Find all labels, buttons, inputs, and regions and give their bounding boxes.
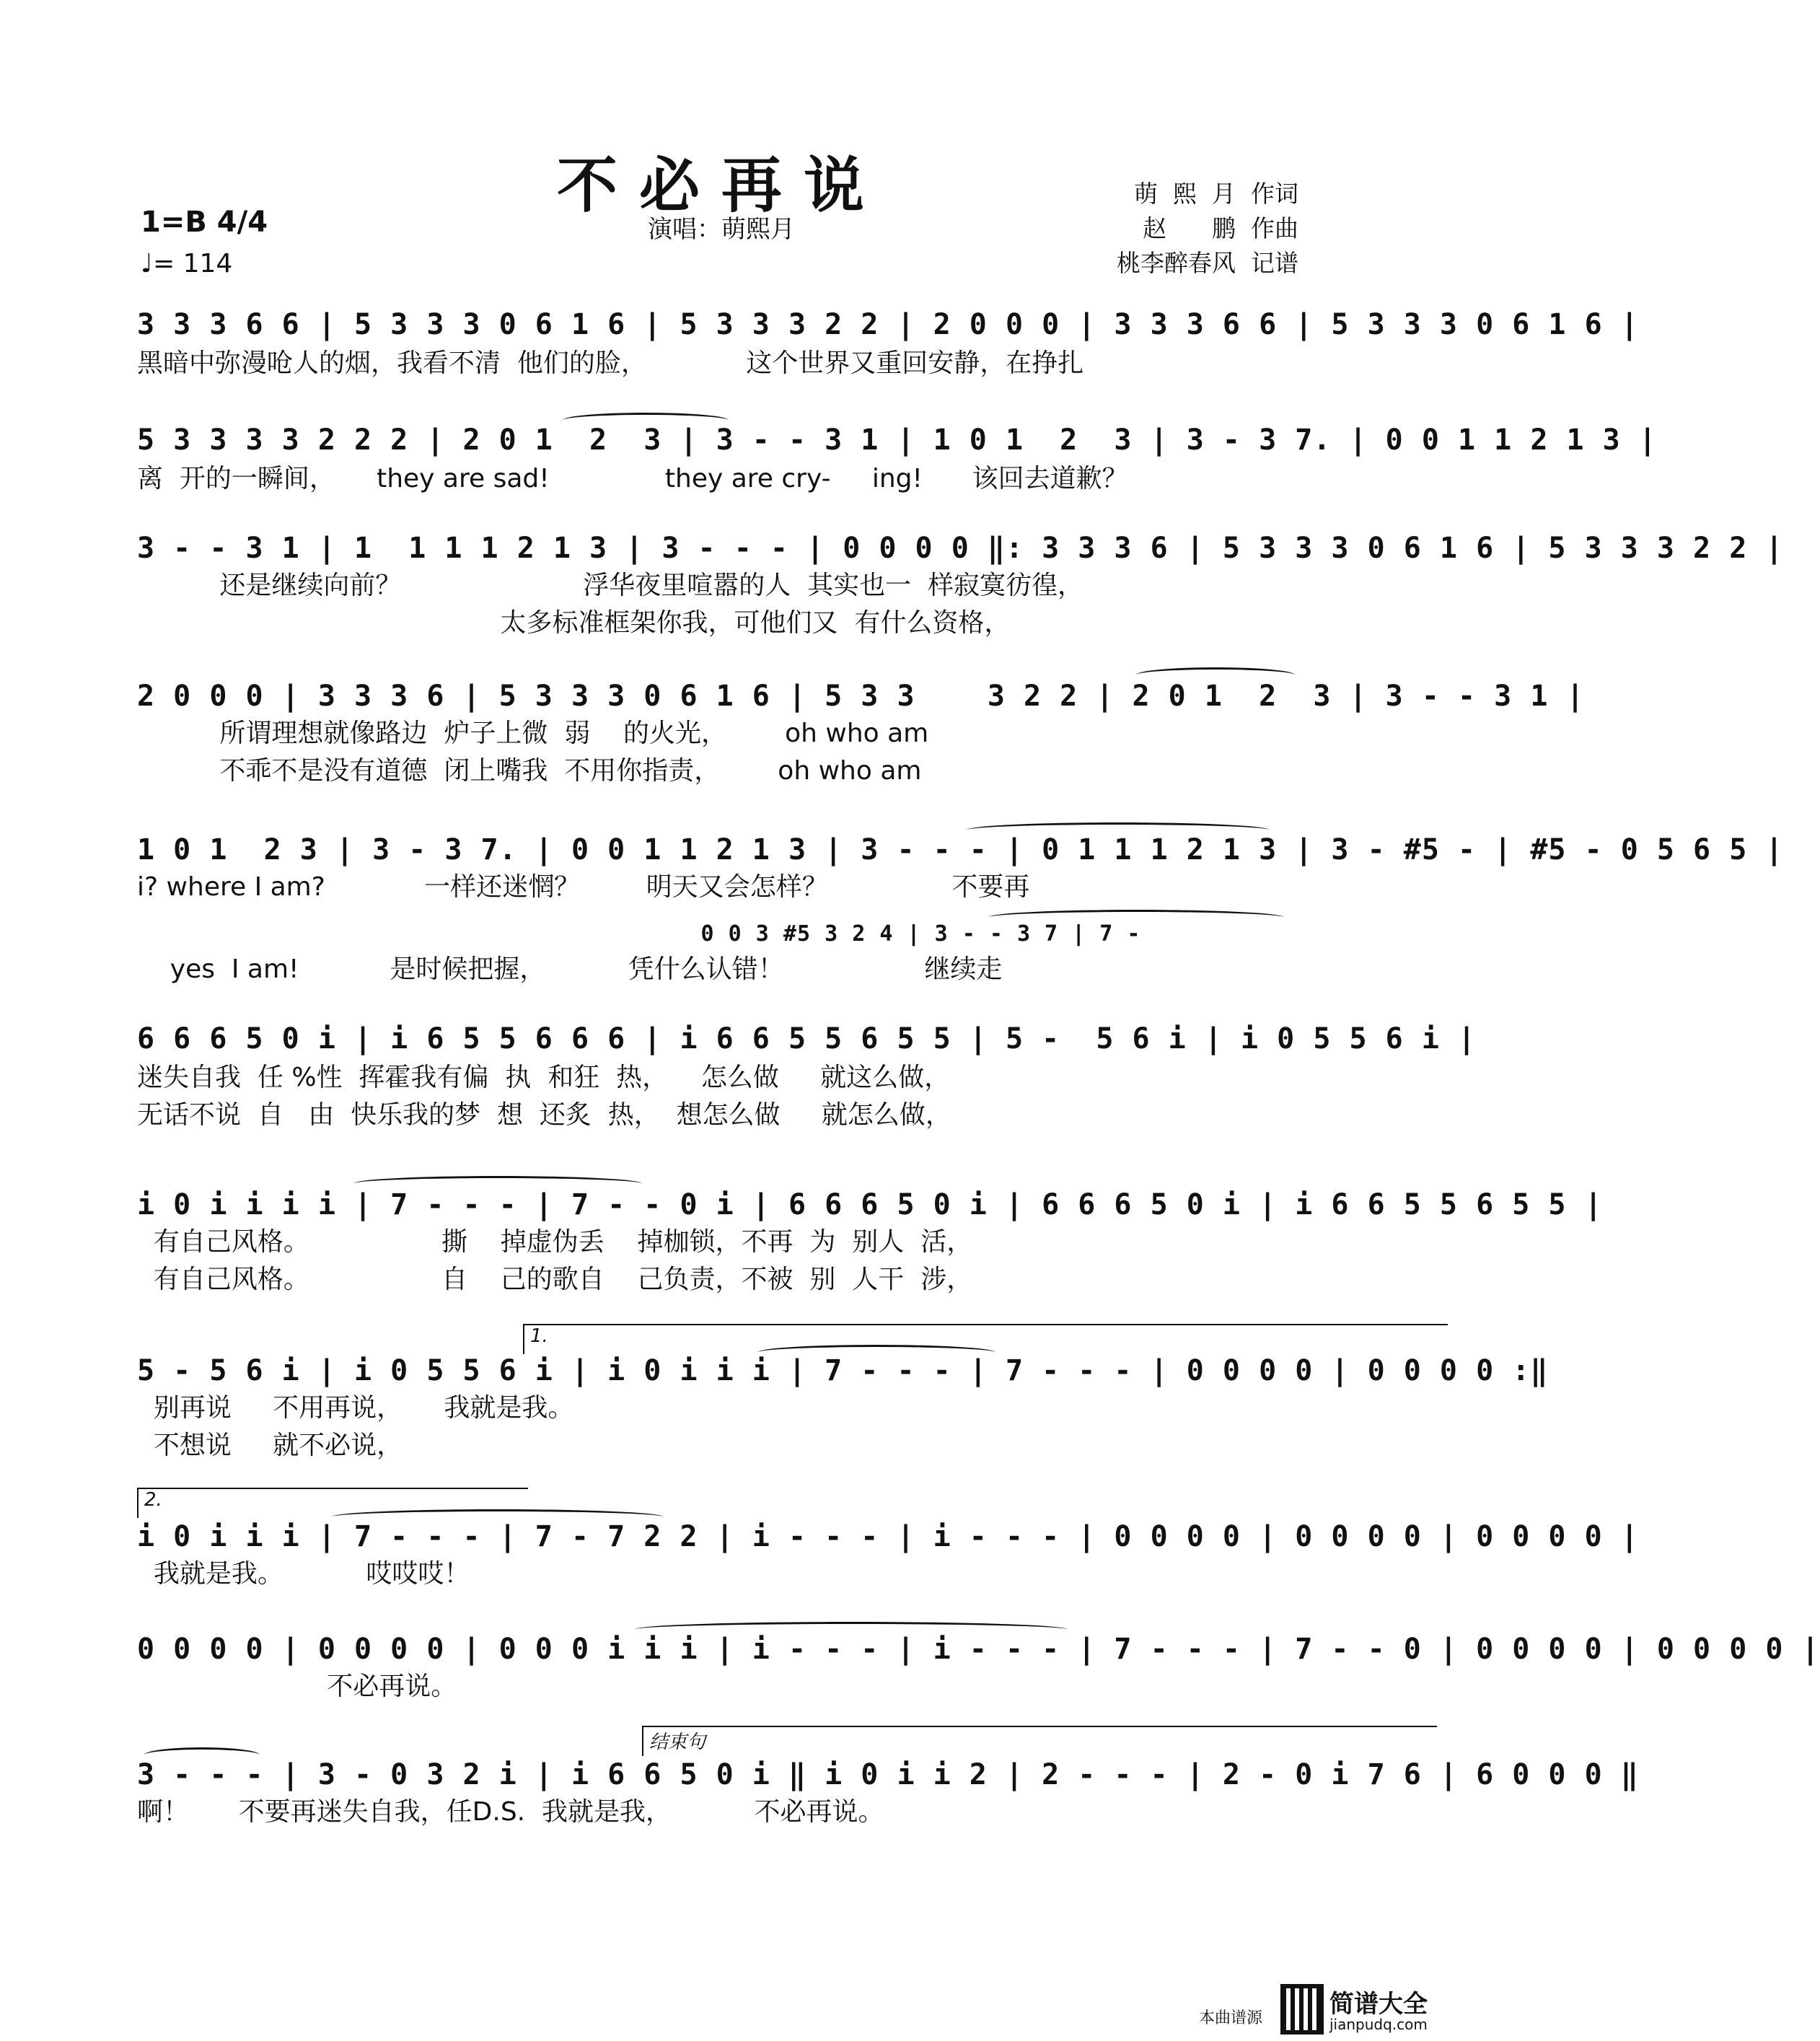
notation-line: 6 6 6 5 0 i | i 6 5 5 6 6 6 | i 6 6 5 5 6 5 5 | 5 - 5 6 i | i 0 5 5 6 i |	[137, 1022, 1477, 1055]
key-signature: 1=B 4/4	[141, 206, 268, 239]
piano-keys-icon	[1280, 1984, 1324, 2035]
credits-block	[1117, 177, 1298, 281]
lyric-line: 我就是我。 哎哎哎！	[137, 1559, 470, 1589]
source-note: 本曲谱源	[1199, 2009, 1263, 2027]
notation-line: 0 0 0 0 | 0 0 0 0 | 0 0 0 i i i | i - - - | i - - - | 7 - - - | 7 - - 0 | 0 0 0 0 | 0 0 0 0 |	[137, 1633, 1820, 1666]
lyric-line: yes I am! 是时候把握， 凭什么认错！ 继续走	[137, 954, 1003, 984]
lyric-line: 黑暗中弥漫呛人的烟，我看不清 他们的脸， 这个世界又重回安静，在挣扎	[137, 348, 1084, 378]
lyric-line: 有自己风格。 撕 掉虚伪丢 掉枷锁，不再 为 别人 活，	[137, 1227, 973, 1257]
notation-line: 2 0 0 0 | 3 3 3 6 | 5 3 3 3 0 6 1 6 | 5 3 3 3 2 2 | 2 0 1 2 3 | 3 - - 3 1 |	[137, 680, 1585, 713]
lyric-line: 离 开的一瞬间， they are sad! they are cry- ing! 该回去道歉？	[137, 464, 1128, 493]
notation-line: 5 3 3 3 3 2 2 2 | 2 0 1 2 3 | 3 - - 3 1 | 1 0 1 2 3 | 3 - 3 7. | 0 0 1 1 2 1 3 |	[137, 423, 1657, 457]
lyric-line: 有自己风格。 自 己的歌自 己负责，不被 别 人干 涉，	[137, 1265, 973, 1294]
tempo-marking: ♩= 114	[141, 249, 233, 278]
lyric-line: 不乖不是没有道德 闭上嘴我 不用你指责， oh who am	[137, 756, 922, 786]
composer-credit: 赵 鹏 作曲	[1143, 214, 1298, 242]
lyric-line: 还是继续向前？ 浮华夜里喧嚣的人 其实也一 样寂寞彷徨，	[137, 571, 1083, 600]
transcriber-credit: 桃李醉春风 记谱	[1117, 249, 1298, 277]
logo-url: jianpudq.com	[1329, 2016, 1428, 2033]
lyric-line: 无话不说 自 由 快乐我的梦 想 还炙 热， 想怎么做 就怎么做，	[137, 1100, 951, 1130]
volta-label: 1.	[530, 1325, 548, 1347]
volta-label: 结束句	[649, 1731, 706, 1753]
coda-bracket	[642, 1726, 1437, 1756]
notation-line: 5 - 5 6 i | i 0 5 5 6 i | i 0 i i i | 7 - - - | 7 - - - | 0 0 0 0 | 0 0 0 0 :‖	[137, 1354, 1549, 1387]
singer-credit: 演唱：萌熙月	[648, 215, 795, 244]
song-title: 不必再说	[556, 149, 886, 221]
site-logo[interactable]	[1280, 1984, 1443, 2041]
lyric-line: 所谓理想就像路边 炉子上微 弱 的火光， oh who am	[137, 719, 929, 748]
notation-line: 3 - - - | 3 - 0 3 2 i | i 6 6 5 0 i ‖ i 0 i i 2 | 2 - - - | 2 - 0 i 7 6 | 6 0 0 0 ‖	[137, 1758, 1639, 1791]
lyric-line: 不必再说。	[137, 1672, 457, 1701]
lyric-line: i? where I am? 一样还迷惘？ 明天又会怎样？ 不要再	[137, 872, 1030, 902]
notation-line: i 0 i i i i | 7 - - - | 7 - - 0 i | 6 6 6 5 0 i | 6 6 6 5 0 i | i 6 6 5 5 6 5 5 |	[137, 1188, 1603, 1221]
logo-brand: 简谱大全	[1329, 1990, 1428, 2019]
notation-line: 3 - - 3 1 | 1 1 1 1 2 1 3 | 3 - - - | 0 0 0 0 ‖: 3 3 3 6 | 5 3 3 3 0 6 1 6 | 5 3 3 3 2 2 |	[137, 532, 1784, 565]
notation-line: 0 0 3 #5 3 2 4 | 3 - - 3 7 | 7 -	[137, 921, 1155, 947]
volta-label: 2.	[144, 1489, 162, 1511]
lyric-line: 迷失自我 任 %性 挥霍我有偏 执 和狂 热， 怎么做 就这么做，	[137, 1063, 951, 1092]
notation-line: 1 0 1 2 3 | 3 - 3 7. | 0 0 1 1 2 1 3 | 3 - - - | 0 1 1 1 2 1 3 | 3 - #5 - | #5 - 0 5 6 5 |	[137, 833, 1784, 866]
notation-line: 3 3 3 6 6 | 5 3 3 3 0 6 1 6 | 5 3 3 3 2 2 | 2 0 0 0 | 3 3 3 6 6 | 5 3 3 3 0 6 1 6 |	[137, 308, 1639, 341]
notation-line: i 0 i i i | 7 - - - | 7 - 7 2 2 | i - - - | i - - - | 0 0 0 0 | 0 0 0 0 | 0 0 0 0 |	[137, 1520, 1639, 1553]
lyric-line: 啊！ 不要再迷失自我，任D.S. 我就是我， 不必再说。	[137, 1797, 884, 1827]
lyric-line: 太多标准框架你我，可他们又 有什么资格，	[137, 608, 1011, 638]
lyric-line: 别再说 不用再说， 我就是我。	[137, 1393, 574, 1423]
lyricist-credit: 萌 熙 月 作词	[1134, 180, 1298, 208]
lyric-line: 不想说 就不必说，	[137, 1431, 403, 1460]
